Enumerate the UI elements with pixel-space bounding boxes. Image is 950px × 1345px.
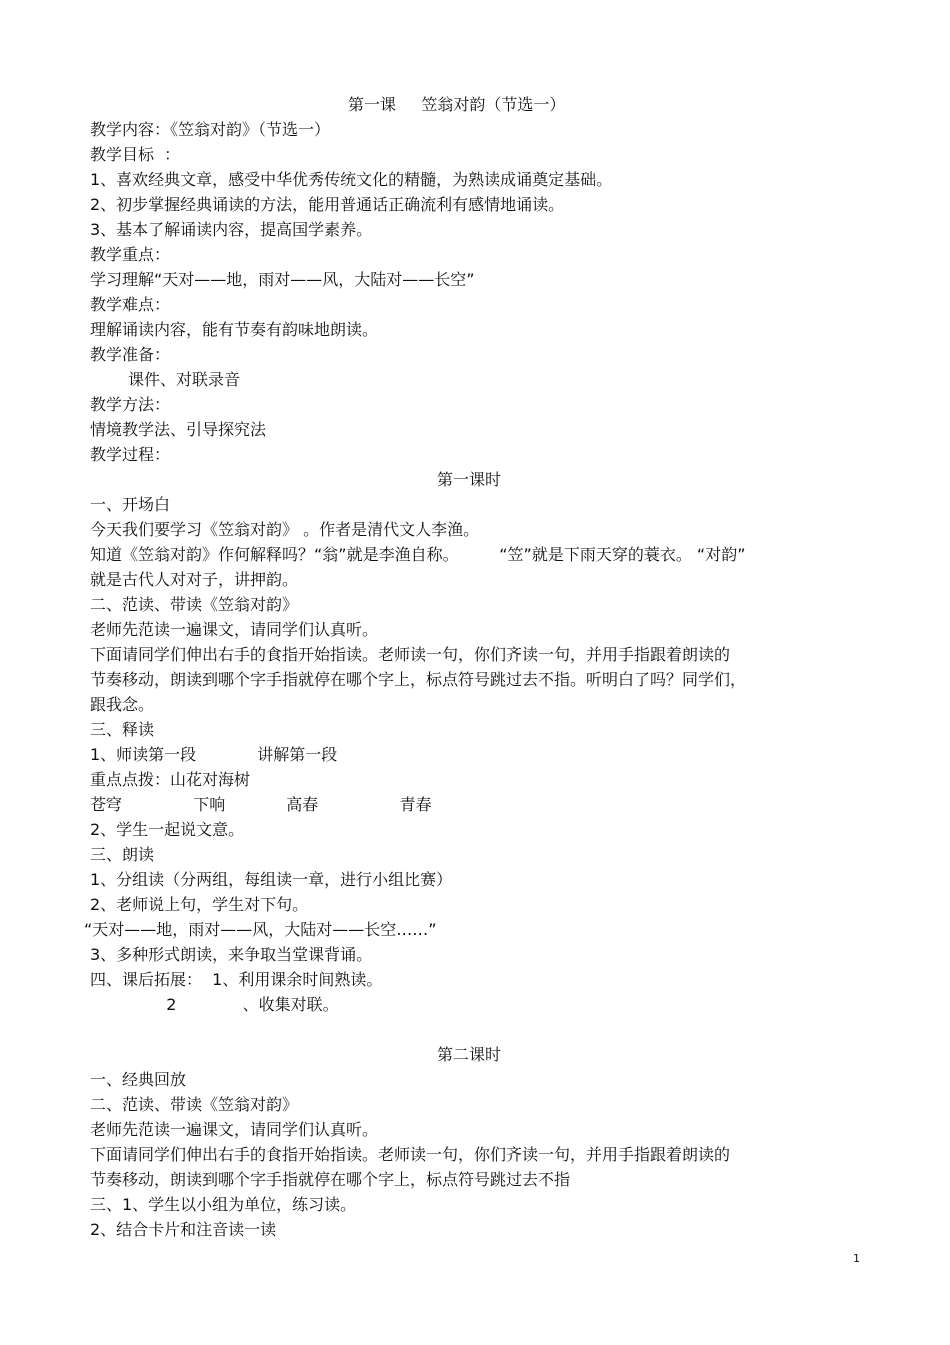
method-label: 教学方法： bbox=[90, 395, 171, 414]
lesson1-line: 今天我们要学习《笠翁对韵》 。作者是清代文人李渔。 bbox=[90, 520, 480, 539]
lesson1-line: 老师先范读一遍课文，请同学们认真听。 bbox=[90, 620, 379, 639]
lesson1-line: 下面请同学们伸出右手的食指开始指读。老师读一句，你们齐读一句，并用手指跟着朗读的 bbox=[90, 645, 731, 664]
page-title: 第一课 笠翁对韵（节选一） bbox=[348, 95, 566, 114]
lesson1-line: 就是古代人对对子，讲押韵。 bbox=[90, 570, 299, 589]
lesson2-line: 节奏移动，朗读到哪个字手指就停在哪个字上，标点符号跳过去不指 bbox=[90, 1170, 571, 1189]
focus-label: 教学重点： bbox=[90, 245, 171, 264]
lesson1-line: 1、师读第一段 讲解第一段 bbox=[90, 745, 338, 764]
lesson1-line: 一、开场白 bbox=[90, 495, 171, 514]
lesson1-line: 2、学生一起说文意。 bbox=[90, 820, 245, 839]
difficulty-label: 教学难点： bbox=[90, 295, 171, 314]
process-label: 教学过程： bbox=[90, 445, 171, 464]
lesson1-line: 跟我念。 bbox=[90, 695, 155, 714]
lesson1-line: 苍穹 下响 高春 青春 bbox=[90, 795, 432, 814]
lesson2-line: 二、范读、带读《笠翁对韵》 bbox=[90, 1095, 299, 1114]
page-number: 1 bbox=[853, 1252, 860, 1265]
lesson2-heading: 第二课时 bbox=[437, 1045, 502, 1064]
lesson1-line: “天对——地，雨对——风，大陆对——长空……” bbox=[84, 920, 437, 939]
lesson1-line: 知道《笠翁对韵》作何解释吗？“翁”就是李渔自称。 “笠”就是下雨天穿的蓑衣。 “对韵” bbox=[90, 545, 746, 564]
lesson1-line: 3、多种形式朗读，来争取当堂课背诵。 bbox=[90, 945, 373, 964]
lesson1-line: 1、分组读（分两组，每组读一章，进行小组比赛） bbox=[90, 870, 453, 889]
lesson1-line: 2、老师说上句，学生对下句。 bbox=[90, 895, 309, 914]
lesson1-line: 三、朗读 bbox=[90, 845, 155, 864]
lesson1-line: 节奏移动，朗读到哪个字手指就停在哪个字上，标点符号跳过去不指。听明白了吗？同学们， bbox=[90, 670, 747, 689]
lesson1-line: 二、范读、带读《笠翁对韵》 bbox=[90, 595, 299, 614]
lesson2-line: 一、经典回放 bbox=[90, 1070, 187, 1089]
lesson2-line: 三、1、学生以小组为单位，练习读。 bbox=[90, 1195, 357, 1214]
content-line: 教学内容：《笠翁对韵》（节选一） bbox=[90, 120, 331, 139]
lesson2-line: 老师先范读一遍课文，请同学们认真听。 bbox=[90, 1120, 379, 1139]
prep-text: 课件、对联录音 bbox=[128, 370, 241, 389]
lesson1-line: 四、课后拓展： 1、利用课余时间熟读。 bbox=[90, 970, 383, 989]
lesson1-line: 2 、收集对联。 bbox=[90, 995, 339, 1014]
goal-label: 教学目标 ： bbox=[90, 145, 181, 164]
lesson1-heading: 第一课时 bbox=[437, 470, 502, 489]
difficulty-text: 理解诵读内容，能有节奏有韵味地朗读。 bbox=[90, 320, 379, 339]
lesson1-line: 三、释读 bbox=[90, 720, 155, 739]
focus-text: 学习理解“天对——地，雨对——风，大陆对——长空” bbox=[90, 270, 475, 289]
method-text: 情境教学法、引导探究法 bbox=[90, 420, 267, 439]
prep-label: 教学准备： bbox=[90, 345, 171, 364]
goal-item: 2、初步掌握经典诵读的方法，能用普通话正确流利有感情地诵读。 bbox=[90, 195, 565, 214]
goal-item: 3、基本了解诵读内容，提高国学素养。 bbox=[90, 220, 373, 239]
lesson2-line: 下面请同学们伸出右手的食指开始指读。老师读一句，你们齐读一句，并用手指跟着朗读的 bbox=[90, 1145, 731, 1164]
goal-item: 1、喜欢经典文章，感受中华优秀传统文化的精髓，为熟读成诵奠定基础。 bbox=[90, 170, 613, 189]
lesson2-line: 2、结合卡片和注音读一读 bbox=[90, 1220, 277, 1239]
lesson1-line: 重点点拨：山花对海树 bbox=[90, 770, 251, 789]
